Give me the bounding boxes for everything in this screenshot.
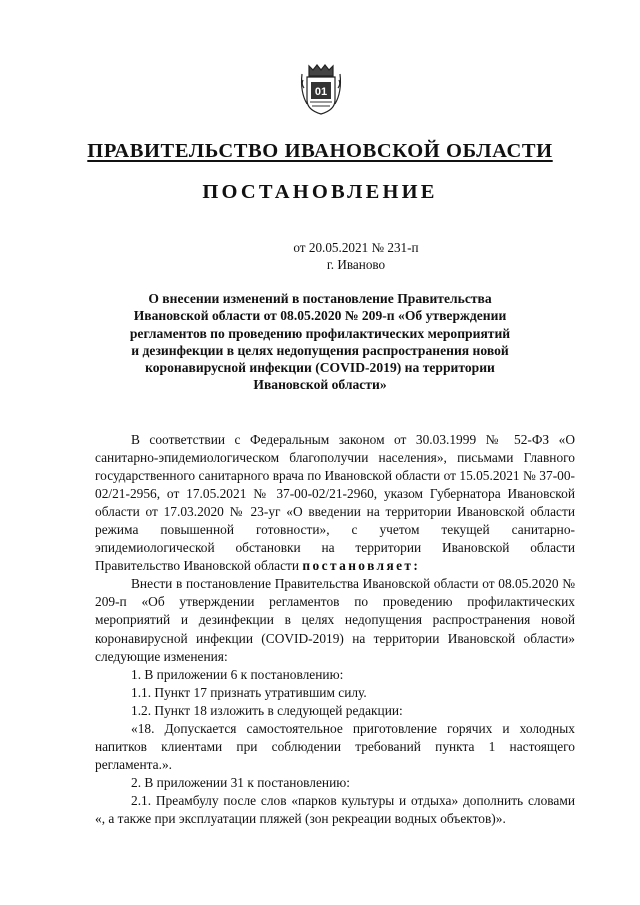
city: г. Иваново bbox=[326, 257, 386, 272]
svg-text:01: 01 bbox=[314, 86, 328, 98]
government-name: ПРАВИТЕЛЬСТВО ИВАНОВСКОЙ ОБЛАСТИ bbox=[87, 140, 553, 162]
paragraph-item-1-2: 1.2. Пункт 18 изложить в следующей редакции: bbox=[131, 702, 403, 718]
date-number: от 20.05.2021 № 231-п bbox=[293, 240, 419, 255]
title-line: и дезинфекции в целях недопущения распространения новой bbox=[131, 342, 509, 358]
title-line: Ивановской области» bbox=[253, 377, 387, 393]
title-line: регламентов по проведению профилактических мероприятий bbox=[129, 325, 511, 341]
document-body bbox=[95, 431, 575, 828]
paragraph-amendment-intro: Внести в постановление Правительства Ивановской области от 08.05.2020 № 209-п «Об утверждении регламентов по проведению профилактических мероприятий и дезинфекции в целях недопущения распространения новой коронавирусной инфекции (COVID-2019) на территории Ивановской области» следующие изменения: bbox=[95, 576, 575, 664]
paragraph-item-1: 1. В приложении 6 к постановлению: bbox=[131, 666, 344, 682]
resolves-word: постановляет: bbox=[302, 558, 421, 574]
paragraph-item-2: 2. В приложении 31 к постановлению: bbox=[131, 774, 350, 790]
paragraph-item-1-1: 1.1. Пункт 17 признать утратившим силу. bbox=[131, 684, 367, 700]
paragraph-item-2-1: 2.1. Преамбулу после слов «парков культуры и отдыха» дополнить словами «, а также при эксплуатации пляжей (зон рекреации водных объектов)». bbox=[95, 792, 575, 826]
document-type: ПОСТАНОВЛЕНИЕ bbox=[202, 181, 438, 203]
title-line: О внесении изменений в постановление Правительства bbox=[148, 291, 492, 306]
coat-of-arms-emblem bbox=[298, 62, 344, 116]
title-line: коронавирусной инфекции (COVID-2019) на территории bbox=[145, 360, 495, 376]
preamble-text: В соответствии с Федеральным законом от 30.03.1999 № 52-ФЗ «О санитарно-эпидемиологическом благополучии населения», письмами Главного государственного санитарного врача по Ивановской области от 15.05.2021 № 37-00-02/21-2956, от 17.05.2021 № 37-00-02/21-2960, указом Губернатора Ивановской области от 17.03.2020 № 23-уг «О введении на территории Ивановской области режима повышенной готовности», с учетом текущей санитарно-эпидемиологической обстановки на территории Ивановской области Правительство Ивановской области bbox=[95, 432, 575, 574]
paragraph-preamble bbox=[95, 431, 575, 575]
title-line: Ивановской области от 08.05.2020 № 209-п «Об утверждении bbox=[133, 308, 507, 324]
paragraph-quote-18: «18. Допускается самостоятельное приготовление горячих и холодных напитков клиентами при соблюдении требований пункта 1 настоящего регламента.». bbox=[95, 720, 575, 772]
document-title bbox=[100, 290, 540, 394]
